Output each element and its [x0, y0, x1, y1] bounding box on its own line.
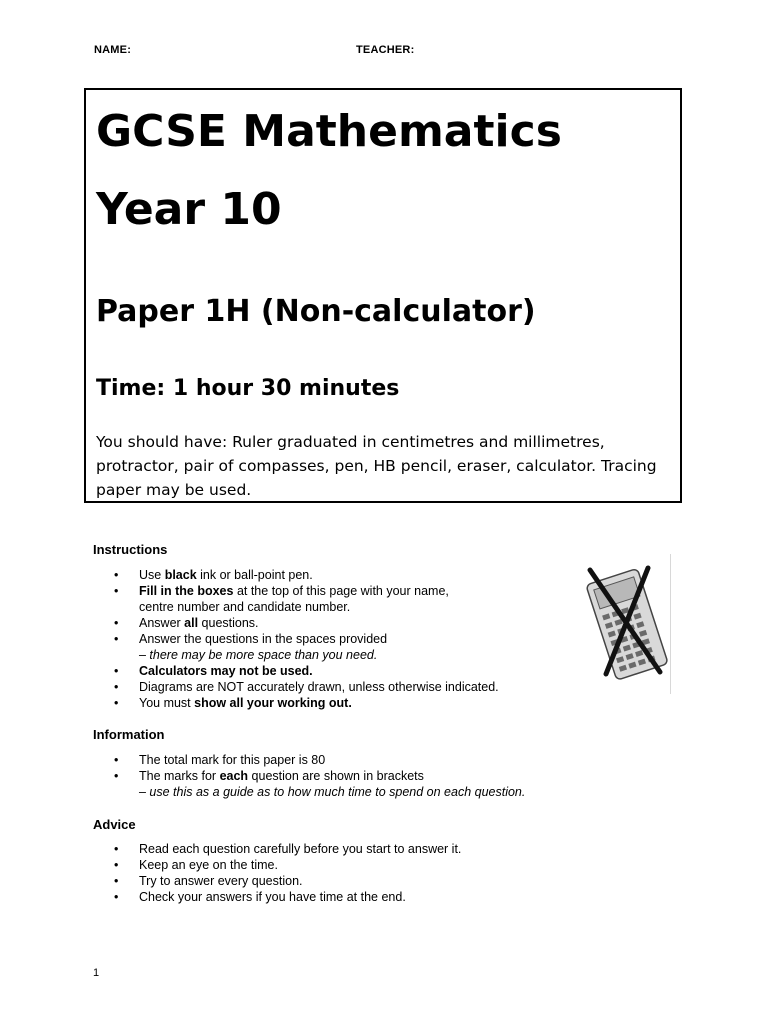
- name-label: NAME:: [94, 44, 132, 56]
- title-line2: Year 10: [96, 184, 282, 235]
- list-item: • Use black ink or ball-point pen.: [114, 567, 499, 583]
- list-item: • You must show all your working out.: [114, 695, 499, 711]
- list-item: • Diagrams are NOT accurately drawn, unless otherwise indicated.: [114, 679, 499, 695]
- list-item: • Try to answer every question.: [114, 873, 461, 889]
- list-item: • Fill in the boxes at the top of this page with your name, centre number and candidate number.: [114, 583, 499, 615]
- paper-title: Paper 1H (Non-calculator): [96, 294, 536, 329]
- page-number: 1: [93, 967, 100, 979]
- crossed-out-calculator-icon: [586, 554, 671, 694]
- time-allowed: Time: 1 hour 30 minutes: [96, 376, 400, 401]
- title-line1: GCSE Mathematics: [96, 106, 562, 157]
- teacher-label: TEACHER:: [356, 44, 415, 56]
- list-item: • Calculators may not be used.: [114, 663, 499, 679]
- title-box: [84, 88, 682, 503]
- advice-list: [114, 841, 461, 905]
- list-item: • Answer all questions.: [114, 615, 499, 631]
- information-heading: Information: [93, 727, 165, 742]
- list-item: • Check your answers if you have time at the end.: [114, 889, 461, 905]
- equipment-text: You should have: Ruler graduated in centimetres and millimetres, protractor, pair of compasses, pen, HB pencil, eraser, calculator. Tracing paper may be used.: [96, 433, 657, 499]
- list-item: • The total mark for this paper is 80: [114, 752, 525, 768]
- instructions-heading: Instructions: [93, 542, 168, 557]
- list-item: • The marks for each question are shown in brackets – use this as a guide as to how much time to spend on each question.: [114, 768, 525, 800]
- list-item: • Answer the questions in the spaces provided – there may be more space than you need.: [114, 631, 499, 663]
- instructions-list: [114, 567, 499, 711]
- advice-heading: Advice: [93, 817, 136, 832]
- list-item: • Read each question carefully before you start to answer it.: [114, 841, 461, 857]
- information-list: [114, 752, 525, 800]
- list-item: • Keep an eye on the time.: [114, 857, 461, 873]
